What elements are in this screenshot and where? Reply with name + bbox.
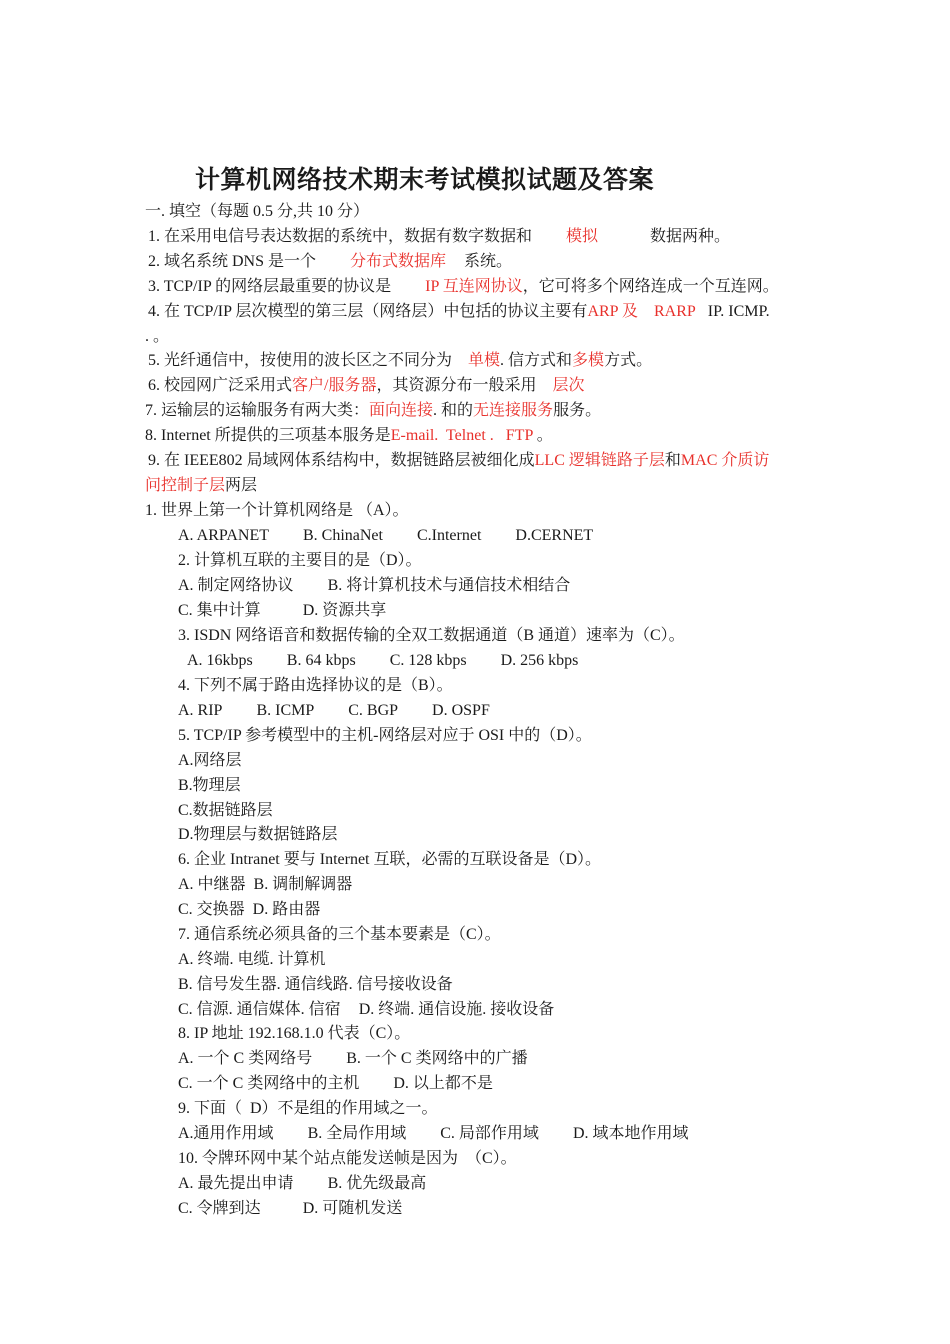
answer-text: ARP 及: [587, 303, 638, 320]
choice-options-1: A. ARPANET B. ChinaNet C.Internet D.CERNET: [178, 527, 594, 544]
answer-text: 无连接服务: [473, 402, 554, 419]
choice-question-8: 8. IP 地址 192.168.1.0 代表（C）。: [178, 1025, 411, 1042]
choice-question-2: 2. 计算机互联的主要目的是（D）。: [178, 552, 422, 569]
fill-question-4-continued: . 。: [145, 328, 170, 345]
choice-options-3: A. 16kbps B. 64 kbps C. 128 kbps D. 256 kbps: [187, 652, 579, 669]
answer-text: 客户/服务器: [292, 377, 377, 394]
document-title: 计算机网络技术期末考试模拟试题及答案: [195, 167, 655, 194]
choice-question-1: 1. 世界上第一个计算机网络是 （A）。: [145, 502, 409, 519]
choice-options-8b: C. 一个 C 类网络中的主机 D. 以上都不是: [178, 1075, 493, 1092]
choice-options-2b: C. 集中计算 D. 资源共享: [178, 602, 387, 619]
fill-question-6: 6. 校园网广泛采用式客户/服务器，其资源分布一般采用 层次: [148, 377, 585, 394]
choice-option-7b: B. 信号发生器. 通信线路. 信号接收设备: [178, 976, 453, 993]
fill-question-5: 5. 光纤通信中，按使用的波长区之不同分为 单模. 信方式和多模方式。: [148, 352, 653, 369]
section-heading-fill: 一. 填空（每题 0.5 分,共 10 分）: [145, 203, 370, 220]
answer-text: E-mail. Telnet . FTP: [390, 427, 533, 444]
choice-question-9: 9. 下面（ D）不是组的作用域之一。: [178, 1100, 438, 1117]
answer-text: IP 互连网协议: [425, 278, 523, 295]
answer-text: 单模: [468, 352, 501, 369]
choice-option-5c: C.数据链路层: [178, 802, 273, 819]
answer-text: 分布式数据库: [350, 253, 447, 270]
answer-text: 多模: [572, 352, 605, 369]
choice-option-5a: A.网络层: [178, 752, 242, 769]
choice-question-4: 4. 下列不属于路由选择协议的是（B）。: [178, 677, 453, 694]
fill-question-9: 9. 在 IEEE802 局域网体系结构中，数据链路层被细化成LLC 逻辑链路子层和MAC 介质访: [148, 452, 770, 469]
fill-question-9-continued: 问控制子层两层: [145, 477, 258, 494]
answer-text: 层次: [552, 377, 585, 394]
fill-question-1: 1. 在采用电信号表达数据的系统中，数据有数字数据和 模拟 数据两种。: [148, 228, 731, 245]
answer-text: RARP: [653, 303, 696, 320]
choice-options-10a: A. 最先提出申请 B. 优先级最高: [178, 1175, 427, 1192]
choice-question-10: 10. 令牌环网中某个站点能发送帧是因为 （C）。: [178, 1150, 517, 1167]
fill-question-3: 3. TCP/IP 的网络层最重要的协议是 IP 互连网协议，它可将多个网络连成一个互连网。: [148, 278, 779, 295]
fill-question-8: 8. Internet 所提供的三项基本服务是E-mail. Telnet . FTP 。: [145, 427, 553, 444]
choice-options-7cd: C. 信源. 通信媒体. 信宿 D. 终端. 通信设施. 接收设备: [178, 1001, 555, 1018]
fill-question-7: 7. 运输层的运输服务有两大类：面向连接. 和的无连接服务服务。: [145, 402, 602, 419]
answer-text: 问控制子层: [145, 477, 226, 494]
choice-options-8a: A. 一个 C 类网络号 B. 一个 C 类网络中的广播: [178, 1050, 528, 1067]
choice-options-9: A.通用作用域 B. 全局作用域 C. 局部作用域 D. 域本地作用域: [178, 1125, 689, 1142]
choice-options-10b: C. 令牌到达 D. 可随机发送: [178, 1200, 403, 1217]
fill-question-4: 4. 在 TCP/IP 层次模型的第三层（网络层）中包括的协议主要有ARP 及 RARP IP. ICMP.: [148, 303, 770, 320]
choice-question-5: 5. TCP/IP 参考模型中的主机-网络层对应于 OSI 中的（D）。: [178, 727, 592, 744]
answer-text: LLC 逻辑链路子层: [534, 452, 665, 469]
choice-question-7: 7. 通信系统必须具备的三个基本要素是（C）。: [178, 926, 501, 943]
answer-text: 模拟: [566, 228, 599, 245]
choice-options-6a: A. 中继器 B. 调制解调器: [178, 876, 353, 893]
choice-options-6b: C. 交换器 D. 路由器: [178, 901, 321, 918]
choice-question-3: 3. ISDN 网络语音和数据传输的全双工数据通道（B 通道）速率为（C）。: [178, 627, 685, 644]
fill-question-2: 2. 域名系统 DNS 是一个 分布式数据库 系统。: [148, 253, 513, 270]
choice-option-5b: B.物理层: [178, 777, 241, 794]
choice-options-2a: A. 制定网络协议 B. 将计算机技术与通信技术相结合: [178, 577, 571, 594]
answer-text: 面向连接: [369, 402, 434, 419]
answer-text: MAC 介质访: [680, 452, 770, 469]
choice-question-6: 6. 企业 Intranet 要与 Internet 互联，必需的互联设备是（D）。: [178, 851, 602, 868]
choice-options-4: A. RIP B. ICMP C. BGP D. OSPF: [178, 702, 490, 719]
choice-option-7a: A. 终端. 电缆. 计算机: [178, 951, 326, 968]
choice-option-5d: D.物理层与数据链路层: [178, 826, 338, 843]
